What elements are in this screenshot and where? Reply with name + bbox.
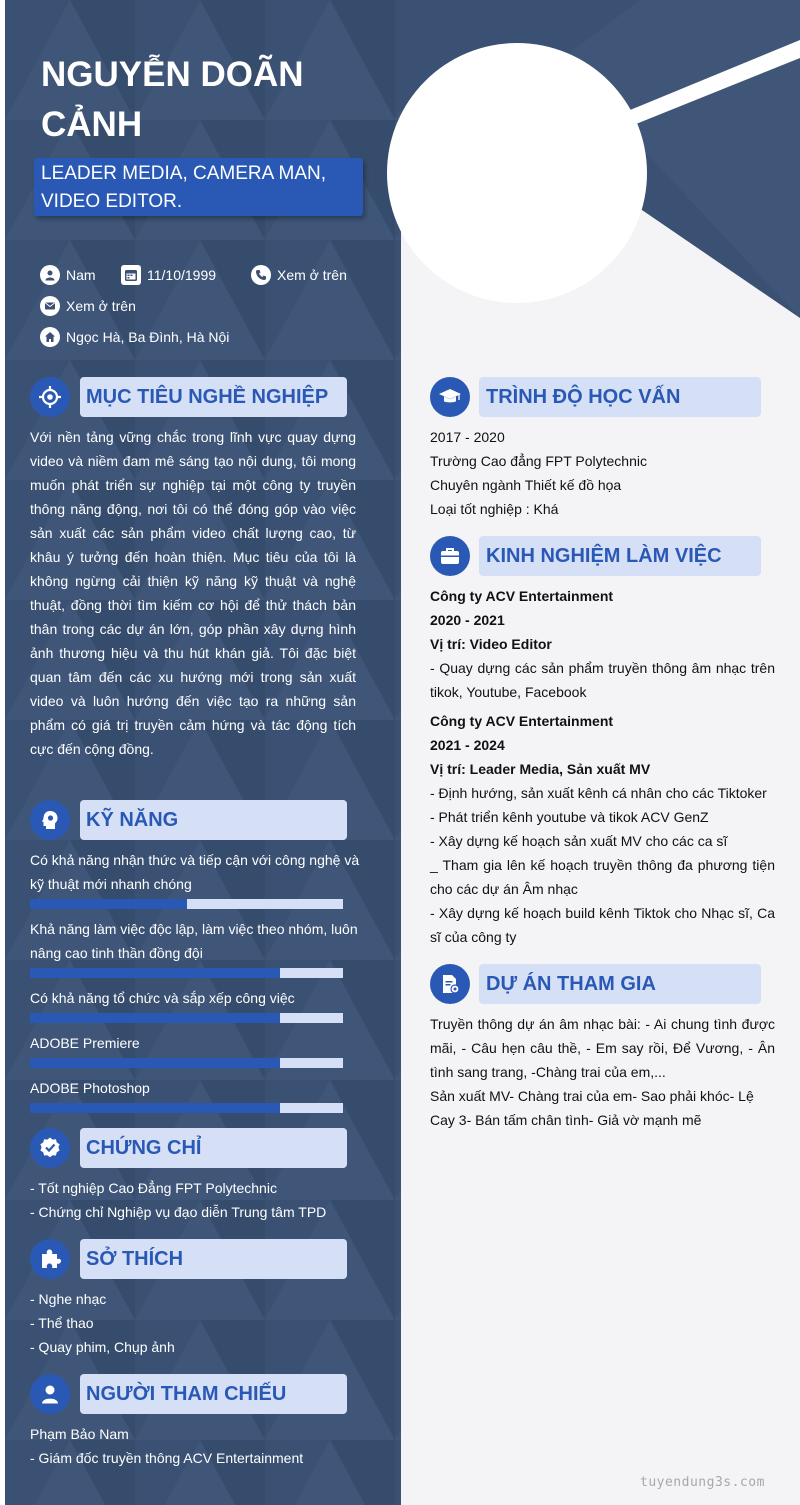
target-icon [30, 377, 70, 417]
job-position: Vị trí: Video Editor [430, 636, 552, 652]
address-value: Ngọc Hà, Ba Đình, Hà Nội [66, 329, 230, 345]
job-description: _ Tham gia lên kế hoạch truyền thông đa phương tiện cho các dự án Âm nhạc [430, 857, 775, 897]
project-description: Truyền thông dự án âm nhạc bài: - Ai chung tình được mãi, - Câu hẹn câu thề, - Em say rồi, Để Vương, - Ân tình sang trang, -Chàng trai của em,... [430, 1016, 775, 1080]
skill-bar-fill [30, 968, 280, 978]
education-grade: Loại tốt nghiệp : Khá [430, 501, 559, 517]
education-school: Trường Cao đẳng FPT Polytechnic [430, 453, 647, 469]
objective-text: Với nền tảng vững chắc trong lĩnh vực quay dựng video và niềm đam mê sáng tạo nội dung, tôi mong muốn phát triển sự nghiệp tại một công ty truyền thông năng động, nơi tôi có thể đóng góp vào việc sản xuất các sản phẩm video chất lượng cao, từ khâu ý tưởng đến hoàn thiện. Mục tiêu của tôi là không ngừng cải thiện kỹ năng kỹ thuật và nghệ thuật, đồng thời tìm kiếm cơ hội để thử thách bản thân trong các dự án lớn, góp phần xây dựng hình ảnh thương hiệu và thu hút khán giả. Tôi đặc biệt quan tâm đến các xu hướng mới trong sản xuất video và luôn hướng đến việc tạo ra những sản phẩm có giá trị truyền cảm hứng và tác động tích cực đến cộng đồng. [30, 429, 356, 757]
calendar-icon [121, 265, 141, 285]
candidate-role: LEADER MEDIA, CAMERA MAN, VIDEO EDITOR. [41, 163, 327, 212]
user-icon [40, 265, 60, 285]
hobbies-title: SỞ THÍCH [86, 1248, 184, 1270]
user-head-icon [30, 800, 70, 840]
hobby-item: - Nghe nhạc [30, 1291, 107, 1307]
skill-label: ADOBE Premiere [30, 1035, 140, 1051]
hobby-item: - Quay phim, Chụp ảnh [30, 1339, 175, 1355]
briefcase-icon [430, 536, 470, 576]
skill-label: Có khả năng nhận thức và tiếp cận với công nghệ và kỹ thuật mới nhanh chóng [30, 852, 360, 892]
skill-bar-fill [30, 1103, 280, 1113]
references-title: NGƯỜI THAM CHIẾU [86, 1383, 287, 1405]
skill-label: Có khả năng tổ chức và sắp xếp công việc [30, 990, 295, 1006]
skills-title: KỸ NĂNG [86, 809, 179, 831]
skill-bar-fill [30, 1058, 280, 1068]
certificate-item: - Chứng chỉ Nghiệp vụ đạo diễn Trung tâm TPD [30, 1204, 327, 1220]
address-row [40, 327, 229, 347]
skill-bar [30, 1103, 343, 1113]
skill-bar [30, 899, 343, 909]
skill-bar-fill [30, 899, 187, 909]
phone-icon [251, 265, 271, 285]
skill-label: Khả năng làm việc độc lập, làm việc theo nhóm, luôn nâng cao tinh thần đồng đội [30, 921, 358, 961]
job-period: 2021 - 2024 [430, 737, 505, 753]
skill-bar [30, 1013, 343, 1023]
person-icon [30, 1374, 70, 1414]
job-description: - Xây dựng kế hoạch build kênh Tiktok cho Nhạc sĩ, Ca sĩ của công ty [430, 905, 775, 945]
job-description: - Phát triển kênh youtube và tikok ACV GenZ [430, 809, 709, 825]
candidate-name: NGUYỄN DOÃN CẢNH [41, 55, 304, 144]
job-position: Vị trí: Leader Media, Sản xuất MV [430, 761, 651, 777]
job-company: Công ty ACV Entertainment [430, 713, 614, 729]
document-settings-icon [430, 964, 470, 1004]
graduation-cap-icon [430, 377, 470, 417]
project-description: Sản xuất MV- Chàng trai của em- Sao phải khóc- Lệ Cay 3- Bán tấm chân tình- Giả vờ mạnh mẽ [430, 1088, 754, 1128]
email-row [40, 296, 136, 316]
puzzle-icon [30, 1239, 70, 1279]
dob-value: 11/10/1999 [147, 267, 217, 283]
hobby-item: - Thể thao [30, 1315, 94, 1331]
watermark: tuyendung3s.com [640, 1475, 765, 1490]
reference-item: Phạm Bảo Nam [30, 1426, 129, 1442]
gender-row [40, 265, 96, 285]
gender-value: Nam [66, 267, 96, 283]
education-title: TRÌNH ĐỘ HỌC VẤN [486, 386, 681, 408]
education-period: 2017 - 2020 [430, 429, 505, 445]
job-company: Công ty ACV Entertainment [430, 588, 614, 604]
phone-value: Xem ở trên [277, 267, 347, 283]
email-value: Xem ở trên [66, 298, 136, 314]
skill-bar [30, 968, 343, 978]
badge-check-icon [30, 1128, 70, 1168]
certificates-title: CHỨNG CHỈ [86, 1137, 202, 1159]
skill-bar-fill [30, 1013, 280, 1023]
projects-title: DỰ ÁN THAM GIA [486, 973, 656, 995]
dob-row [121, 265, 216, 285]
phone-row [251, 265, 347, 285]
skill-bar [30, 1058, 343, 1068]
home-icon [40, 327, 60, 347]
job-description: - Quay dựng các sản phẩm truyền thông âm nhạc trên tikok, Youtube, Facebook [430, 660, 775, 700]
skill-label: ADOBE Photoshop [30, 1080, 150, 1096]
objective-title: MỤC TIÊU NGHỀ NGHIỆP [86, 386, 329, 408]
certificate-item: - Tốt nghiệp Cao Đẳng FPT Polytechnic [30, 1180, 277, 1196]
education-major: Chuyên ngành Thiết kế đồ họa [430, 477, 622, 493]
avatar [387, 43, 647, 303]
job-period: 2020 - 2021 [430, 612, 505, 628]
reference-item: - Giám đốc truyền thông ACV Entertainment [30, 1450, 304, 1466]
job-description: - Định hướng, sản xuất kênh cá nhân cho các Tiktoker [430, 785, 767, 801]
job-description: - Xây dựng kế hoạch sản xuất MV cho các ca sĩ [430, 833, 728, 849]
mail-icon [40, 296, 60, 316]
experience-title: KINH NGHIỆM LÀM VIỆC [486, 545, 722, 567]
